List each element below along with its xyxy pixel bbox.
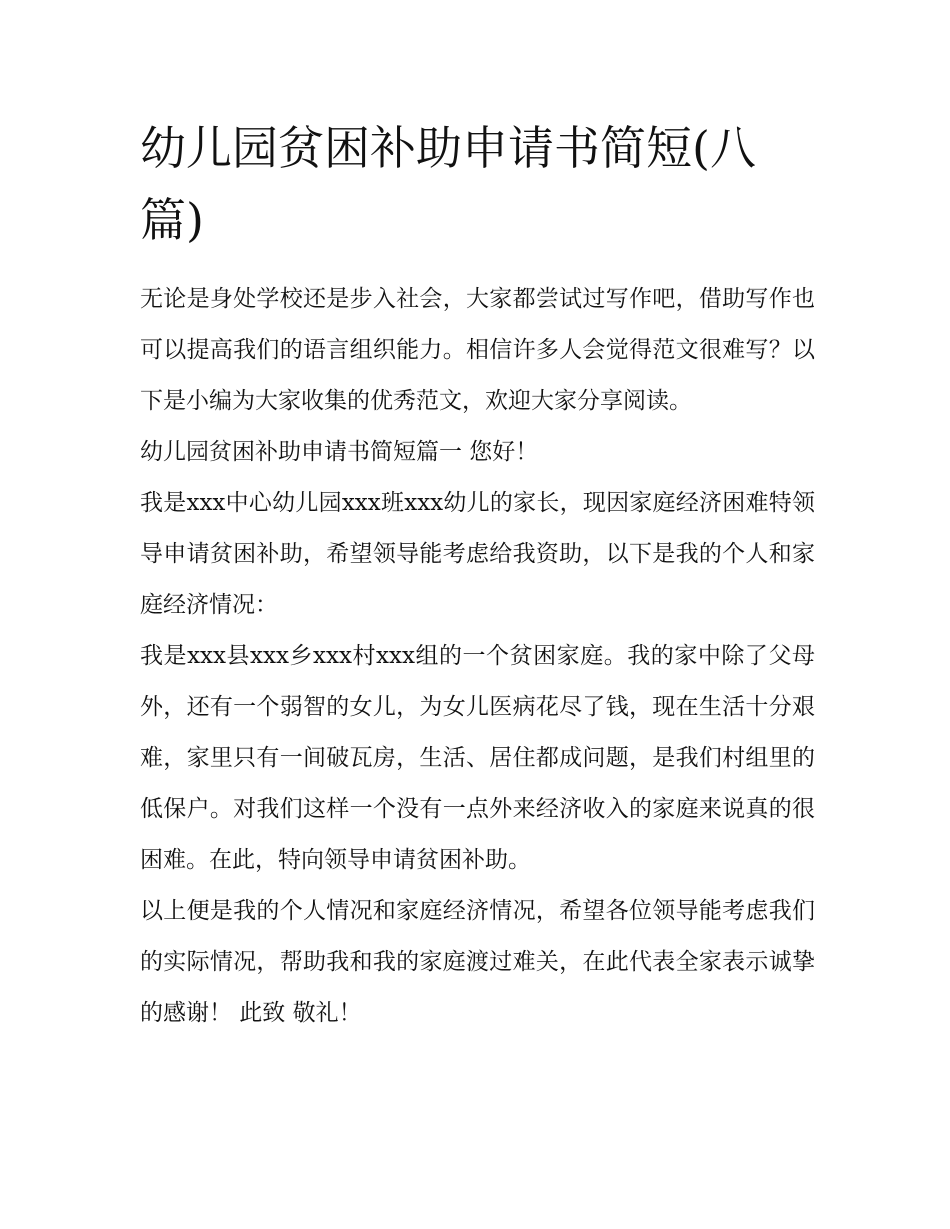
body-paragraph-1: 我是xxx中心幼儿园xxx班xxx幼儿的家长，现因家庭经济困难特领导申请贫困补助，希望领导能考虑给我资助，以下是我的个人和家庭经济情况： bbox=[140, 490, 815, 618]
document-content bbox=[140, 112, 815, 1039]
intro-paragraph: 无论是身处学校还是步入社会，大家都尝试过写作吧，借助写作也可以提高我们的语言组织能力。相信许多人会觉得范文很难写？以下是小编为大家收集的优秀范文，欢迎大家分享阅读。 bbox=[140, 286, 815, 414]
section-heading-paragraph: 幼儿园贫困补助申请书简短篇一 您好！ bbox=[140, 439, 539, 465]
document-title: 幼儿园贫困补助申请书简短(八篇) bbox=[140, 121, 756, 247]
closing-paragraph: 以上便是我的个人情况和家庭经济情况，希望各位领导能考虑我们的实际情况，帮助我和我的家庭渡过难关，在此代表全家表示诚挚的感谢！ 此致 敬礼！ bbox=[140, 898, 815, 1026]
body-paragraph-2: 我是xxx县xxx乡xxx村xxx组的一个贫困家庭。我的家中除了父母外，还有一个弱智的女儿，为女儿医病花尽了钱，现在生活十分艰难，家里只有一间破瓦房，生活、居住都成问题，是我们村组里的低保户。对我们这样一个没有一点外来经济收入的家庭来说真的很困难。在此，特向领导申请贫困补助。 bbox=[140, 643, 815, 873]
